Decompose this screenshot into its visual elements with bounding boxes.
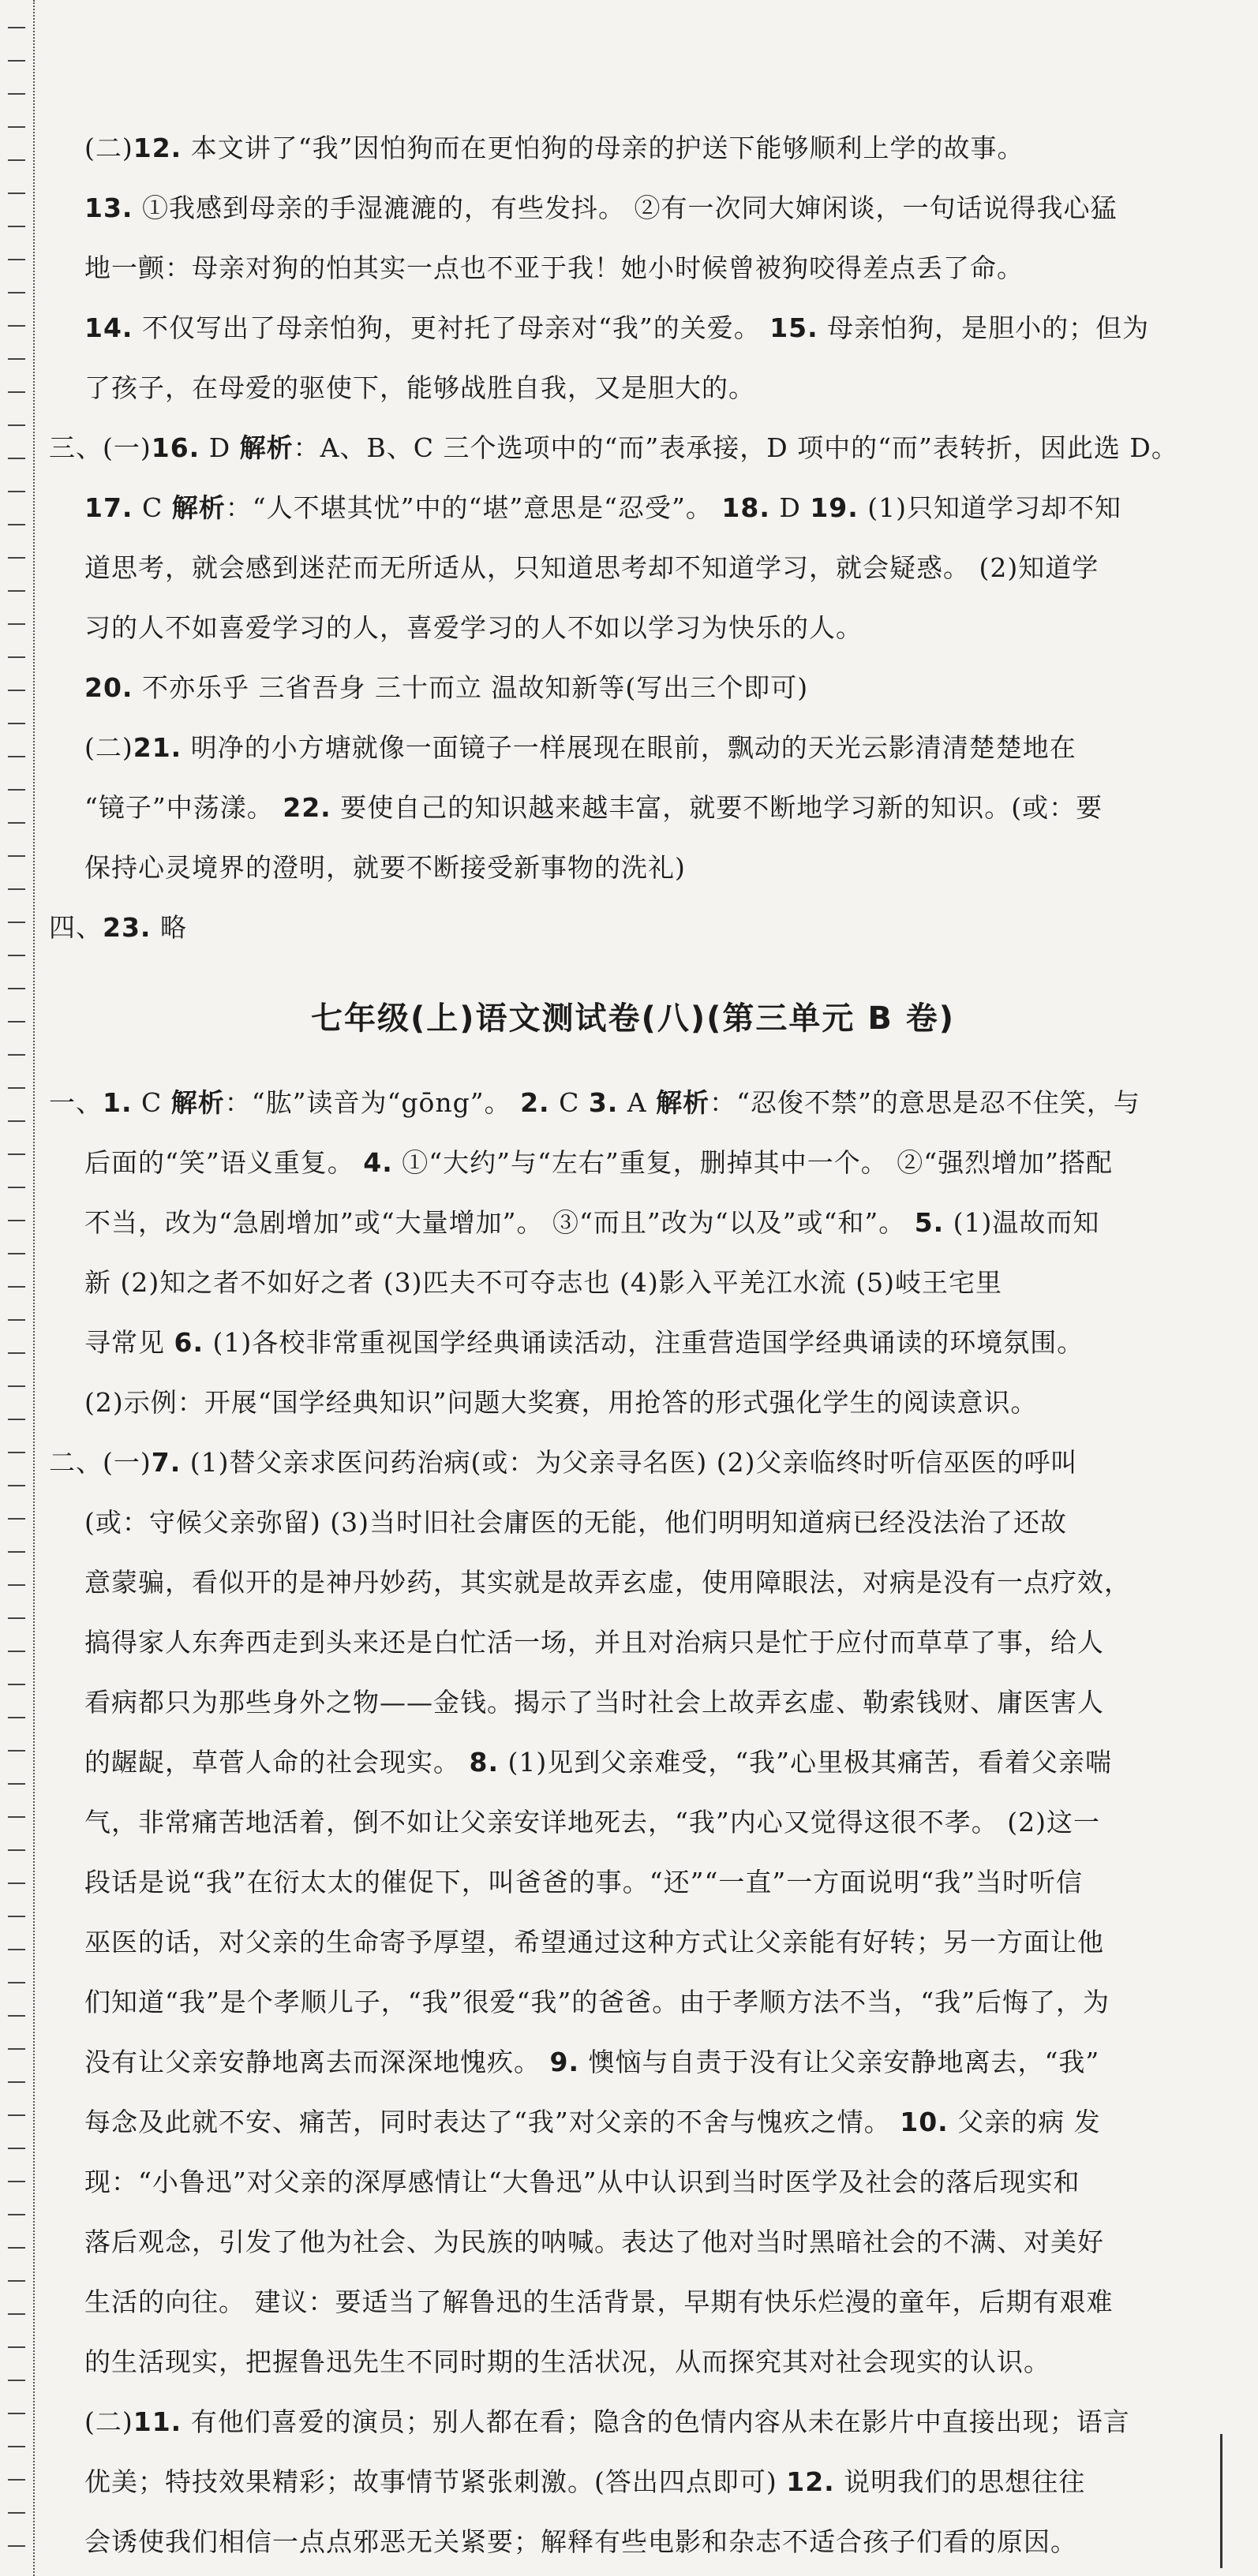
answer-text: 的生活现实，把握鲁迅先生不同时期的生活状况，从而探究其对社会现实的认识。 (84, 2346, 1050, 2377)
answer-text: 优美；特技效果精彩；故事情节紧张刺激。(答出四点即可) (84, 2466, 787, 2497)
answer-text: 略 (151, 912, 187, 943)
question-number: 16. (151, 432, 200, 463)
answer-line (49, 2452, 1217, 2512)
answer-line (49, 2152, 1217, 2212)
answer-line (49, 1313, 1217, 1373)
answer-text: (2)示例：开展“国学经典知识”问题大奖赛，用抢答的形式强化学生的阅读意识。 (84, 1387, 1038, 1418)
answer-line (49, 478, 1217, 538)
answer-text: C (132, 1087, 171, 1118)
answer-text: 后面的“笑”语义重复。 (84, 1147, 364, 1178)
answer-text: C (133, 492, 172, 523)
question-number: 14. (84, 312, 133, 343)
question-number: 9. (549, 2047, 579, 2077)
answer-text: 生活的向往。 建议：要适当了解鲁迅的生活背景，早期有快乐烂漫的童年，后期有艰难 (84, 2286, 1114, 2317)
answer-text: “镜子”中荡漾。 (84, 792, 283, 823)
answer-text: 段话是说“我”在衍太太的催促下，叫爸爸的事。“还”“一直”一方面说明“我”当时听信 (84, 1867, 1083, 1897)
answer-text: (二) (84, 732, 133, 763)
answer-text: 会诱使我们相信一点点邪恶无关紧要；解释有些电影和杂志不适合孩子们看的原因。 (84, 2526, 1077, 2557)
question-number: 21. (133, 732, 182, 763)
answer-text: 道思考，就会感到迷茫而无所适从，只知道思考却不知道学习，就会疑惑。 (2)知道学 (84, 552, 1099, 583)
answer-text: 父亲的病 发 (948, 2107, 1101, 2137)
answer-text: 明净的小方塘就像一面镜子一样展现在眼前，飘动的天光云影清清楚楚地在 (182, 732, 1076, 763)
answer-line (49, 1673, 1217, 1733)
answer-line (49, 418, 1217, 478)
question-number: 解析 (656, 1087, 710, 1118)
answer-line (49, 778, 1217, 838)
question-number: 13. (84, 193, 133, 223)
answer-text: 意蒙骗，看似开的是神丹妙药，其实就是故弄玄虚，使用障眼法，对病是没有一点疗效， (84, 1567, 1131, 1598)
answer-line (49, 2212, 1217, 2272)
question-number: 12. (786, 2466, 835, 2497)
answer-line (49, 1613, 1217, 1673)
answer-line (49, 538, 1217, 598)
answer-text: 一、 (49, 1087, 103, 1118)
answer-line (49, 2092, 1217, 2152)
answer-text: (1)只知道学习却不知 (858, 492, 1122, 523)
answer-text: 新 (2)知之者不如好之者 (3)匹夫不可夺志也 (4)影入平羌江水流 (5)岐王宅里 (84, 1267, 1002, 1298)
answer-text: ：“人不堪其忧”中的“堪”意思是“忍受”。 (225, 492, 722, 523)
question-number: 20. (84, 672, 133, 703)
answer-text: 现：“小鲁迅”对父亲的深厚感情让“大鲁迅”从中认识到当时医学及社会的落后现实和 (84, 2167, 1080, 2197)
question-number: 2. (520, 1087, 550, 1118)
answer-line (49, 118, 1217, 178)
question-number: 15. (769, 312, 818, 343)
answer-line (49, 1073, 1217, 1133)
answer-line (49, 178, 1217, 238)
answer-text: 了孩子，在母爱的驱使下，能够战胜自我，又是胆大的。 (84, 372, 755, 403)
answer-line (49, 1253, 1217, 1313)
answer-text: 每念及此就不安、痛苦，同时表达了“我”对父亲的不舍与愧疚之情。 (84, 2107, 900, 2137)
answer-line (49, 1972, 1217, 2032)
answer-text: (二) (84, 133, 133, 163)
answer-line (49, 2392, 1217, 2452)
question-number: 4. (363, 1147, 393, 1178)
answer-line (49, 1912, 1217, 1972)
answer-line (49, 298, 1217, 358)
answer-line (49, 1493, 1217, 1553)
question-number: 8. (469, 1747, 499, 1778)
question-number: 7. (151, 1447, 182, 1478)
answer-text: A (618, 1087, 657, 1118)
answer-line (49, 2332, 1217, 2392)
binding-edge (0, 0, 35, 2576)
answer-line (49, 238, 1217, 298)
answer-text: 看病都只为那些身外之物——金钱。揭示了当时社会上故弄玄虚、勒索钱财、庸医害人 (84, 1687, 1104, 1718)
answer-text: 保持心灵境界的澄明，就要不断接受新事物的洗礼) (84, 852, 686, 883)
answer-text: 不当，改为“急剧增加”或“大量增加”。 ③“而且”改为“以及”或“和”。 (84, 1207, 915, 1238)
answer-text: 落后观念，引发了他为社会、为民族的呐喊。表达了他对当时黑暗社会的不满、对美好 (84, 2226, 1104, 2257)
answer-line (49, 1853, 1217, 1912)
question-number: 12. (133, 133, 182, 163)
answer-line (49, 1553, 1217, 1613)
answer-text: C (549, 1087, 589, 1118)
answer-line (49, 2032, 1217, 2092)
question-number: 23. (103, 912, 152, 943)
question-number: 1. (103, 1087, 133, 1118)
answer-text: (二) (84, 2406, 133, 2437)
answer-text: 习的人不如喜爱学习的人，喜爱学习的人不如以学习为快乐的人。 (84, 612, 863, 643)
answer-text: 地一颤：母亲对狗的怕其实一点也不亚于我！她小时候曾被狗咬得差点丢了命。 (84, 252, 1024, 283)
answer-text: (1)温故而知 (944, 1207, 1100, 1238)
answer-text: D (769, 492, 811, 523)
answer-line (49, 1193, 1217, 1253)
answer-text: 不亦乐乎 三省吾身 三十而立 温故知新等(写出三个即可) (133, 672, 809, 703)
answers-previous-test (49, 118, 1217, 958)
answer-text: 说明我们的思想往往 (834, 2466, 1086, 2497)
question-number: 19. (810, 492, 859, 523)
answer-line (49, 838, 1217, 898)
question-number: 5. (914, 1207, 945, 1238)
answer-line (49, 658, 1217, 718)
question-number: 6. (174, 1327, 204, 1358)
answer-line (49, 1433, 1217, 1493)
answer-line (49, 718, 1217, 778)
answer-line (49, 2272, 1217, 2332)
answer-text: 二、(一) (49, 1447, 152, 1478)
answer-text: 没有让父亲安静地离去而深深地愧疚。 (84, 2047, 550, 2077)
answer-text: 寻常见 (84, 1327, 174, 1358)
question-number: 解析 (171, 492, 226, 523)
answer-text: (1)替父亲求医问药治病(或：为父亲寻名医) (2)父亲临终时听信巫医的呼叫 (181, 1447, 1078, 1478)
answer-line (49, 1733, 1217, 1793)
answer-text: 搞得家人东奔西走到头来还是白忙活一场，并且对治病只是忙于应付而草草了事，给人 (84, 1627, 1104, 1658)
answer-text: ：“忍俊不禁”的意思是忍不住笑，与 (709, 1087, 1140, 1118)
answer-text: 们知道“我”是个孝顺儿子，“我”很爱“我”的爸爸。由于孝顺方法不当，“我”后悔了，为 (84, 1987, 1110, 2017)
answer-page (49, 118, 1217, 2572)
answer-line (49, 898, 1217, 958)
answer-line (49, 1793, 1217, 1853)
answers-test-8 (49, 1073, 1217, 2572)
answer-text: 懊恼与自责于没有让父亲安静地离去，“我” (579, 2047, 1100, 2077)
answer-text: 的龌龊，草菅人命的社会现实。 (84, 1747, 470, 1778)
answer-text: (1)各校非常重视国学经典诵读活动，注重营造国学经典诵读的环境氛围。 (204, 1327, 1084, 1358)
question-number: 22. (283, 792, 331, 823)
answer-text: 巫医的话，对父亲的生命寄予厚望，希望通过这种方式让父亲能有好转；另一方面让他 (84, 1927, 1104, 1957)
answer-text: D (200, 432, 240, 463)
answer-line (49, 358, 1217, 418)
question-number: 3. (588, 1087, 619, 1118)
answer-text: (或：守候父亲弥留) (3)当时旧社会庸医的无能，他们明明知道病已经没法治了还故 (84, 1507, 1067, 1538)
answer-line (49, 1133, 1217, 1193)
answer-text: 气，非常痛苦地活着，倒不如让父亲安详地死去，“我”内心又觉得这很不孝。 (2)这一 (84, 1807, 1100, 1838)
question-number: 18. (721, 492, 770, 523)
answer-text: ：“肱”读音为“gōng”。 (224, 1087, 521, 1118)
question-number: 17. (84, 492, 133, 523)
answer-text: 有他们喜爱的演员；别人都在看；隐含的色情内容从未在影片中直接出现；语言 (182, 2406, 1130, 2437)
answer-text: ：A、B、C 三个选项中的“而”表承接，D 项中的“而”表转折，因此选 D。 (293, 432, 1178, 463)
question-number: 解析 (239, 432, 294, 463)
question-number: 解析 (170, 1087, 225, 1118)
answer-text: ①我感到母亲的手湿漉漉的，有些发抖。 ②有一次同大婶闲谈，一句话说得我心猛 (133, 193, 1118, 223)
question-number: 10. (900, 2107, 949, 2137)
answer-text: 三、(一) (49, 432, 152, 463)
answer-text: (1)见到父亲难受，“我”心里极其痛苦，看着父亲喘 (499, 1747, 1112, 1778)
answer-text: 四、 (49, 912, 103, 943)
answer-line (49, 598, 1217, 658)
answer-text: 要使自己的知识越来越丰富，就要不断地学习新的知识。(或：要 (331, 792, 1103, 823)
answer-line (49, 2512, 1217, 2572)
test-title: 七年级(上)语文测试卷(八)(第三单元 B 卷) (310, 1000, 956, 1037)
answer-text: 不仅写出了母亲怕狗，更衬托了母亲对“我”的关爱。 (133, 312, 770, 343)
margin-rule (1220, 2434, 1222, 2568)
question-number: 11. (133, 2406, 182, 2437)
answer-line (49, 1373, 1217, 1433)
answer-text: 本文讲了“我”因怕狗而在更怕狗的母亲的护送下能够顺利上学的故事。 (182, 133, 1024, 163)
answer-text: 母亲怕狗，是胆小的；但为 (818, 312, 1150, 343)
answer-text: ①“大约”与“左右”重复，删掉其中一个。 ②“强烈增加”搭配 (392, 1147, 1113, 1178)
